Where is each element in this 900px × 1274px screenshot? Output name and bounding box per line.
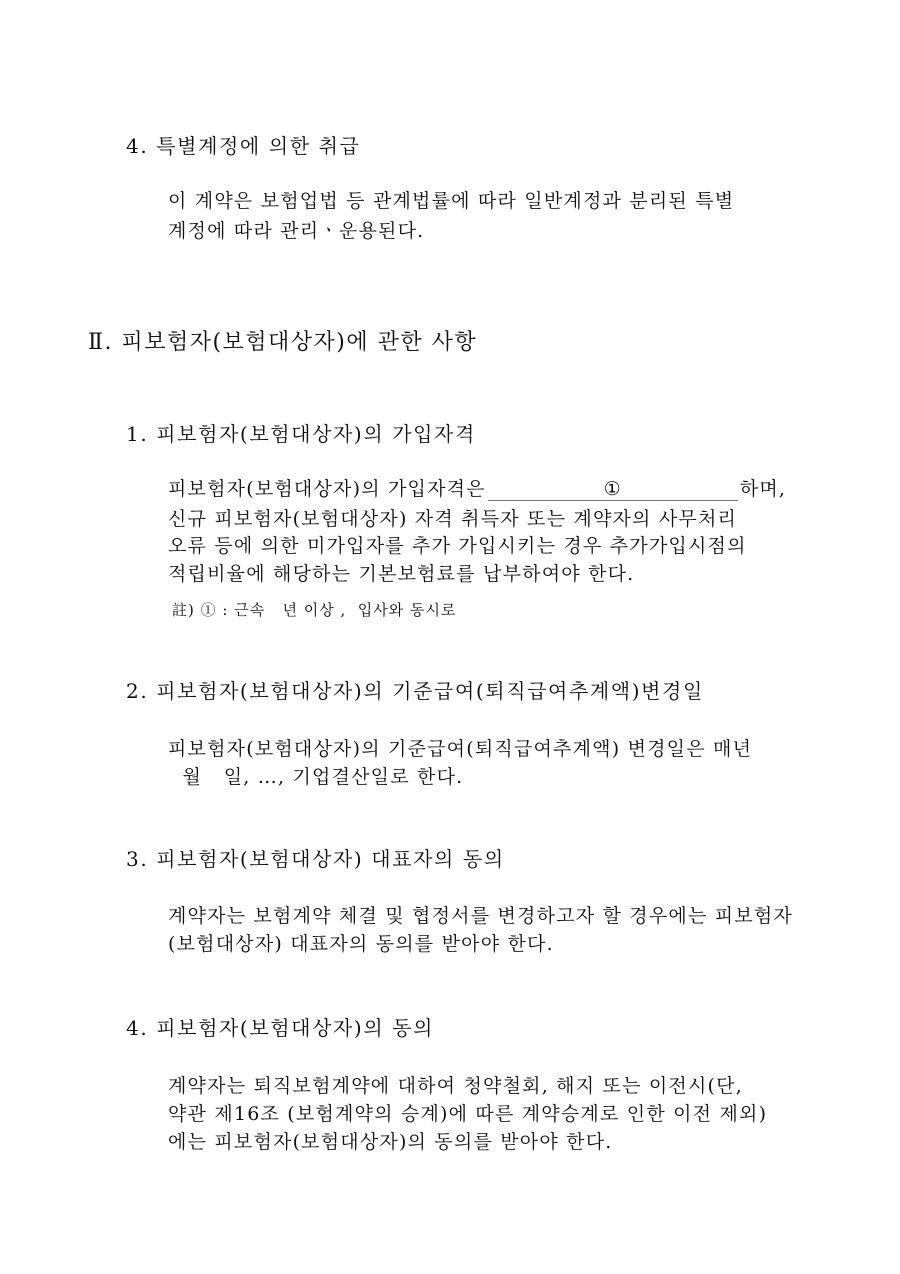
paragraph-line: 월 일, …, 기업결산일로 한다. <box>168 766 464 788</box>
eligibility-blank: ① <box>488 478 738 501</box>
section-heading-base-benefit: 2. 피보험자(보험대상자)의 기준급여(퇴직급여추계액)변경일 <box>126 679 704 703</box>
section-heading-eligibility: 1. 피보험자(보험대상자)의 가입자격 <box>126 422 476 446</box>
paragraph-line: 적립비율에 해당하는 기본보험료를 납부하여야 한다. <box>168 563 635 585</box>
paragraph-line: 이 계약은 보험업법 등 관계법률에 따라 일반계정과 분리된 특별 <box>168 190 735 212</box>
footnote: 註) ① : 근속 년 이상 , 입사와 동시로 <box>172 601 457 619</box>
paragraph-line: 에는 피보험자(보험대상자)의 동의를 받아야 한다. <box>168 1131 613 1153</box>
section-heading-special-account: 4. 특별계정에 의한 취급 <box>126 134 361 158</box>
section-heading-rep-consent: 3. 피보험자(보험대상자) 대표자의 동의 <box>126 847 505 871</box>
section-heading-consent: 4. 피보험자(보험대상자)의 동의 <box>126 1016 435 1040</box>
paragraph-line: 약관 제16조 (보험계약의 승계)에 따른 계약승계로 인한 이전 제외) <box>168 1103 768 1125</box>
paragraph-line: 계약자는 보험계약 체결 및 협정서를 변경하고자 할 경우에는 피보험자 <box>168 905 793 927</box>
chapter-heading: Ⅱ. 피보험자(보험대상자)에 관한 사항 <box>88 330 478 355</box>
eligibility-suffix: 하며, <box>739 478 787 500</box>
paragraph-line: 계정에 따라 관리ㆍ운용된다. <box>168 220 425 242</box>
paragraph-line: 피보험자(보험대상자)의 기준급여(퇴직급여추계액) 변경일은 매년 <box>168 738 753 760</box>
paragraph-line: 신규 피보험자(보험대상자) 자격 취득자 또는 계약자의 사무처리 <box>168 508 738 530</box>
paragraph-line: 오류 등에 의한 미가입자를 추가 가입시키는 경우 추가가입시점의 <box>168 535 747 557</box>
paragraph-line: 계약자는 퇴직보험계약에 대하여 청약철회, 해지 또는 이전시(단, <box>168 1075 743 1097</box>
paragraph-line: (보험대상자) 대표자의 동의를 받아야 한다. <box>168 933 554 955</box>
eligibility-prefix: 피보험자(보험대상자)의 가입자격은 <box>168 478 486 500</box>
paragraph-line-with-blank <box>168 476 786 502</box>
